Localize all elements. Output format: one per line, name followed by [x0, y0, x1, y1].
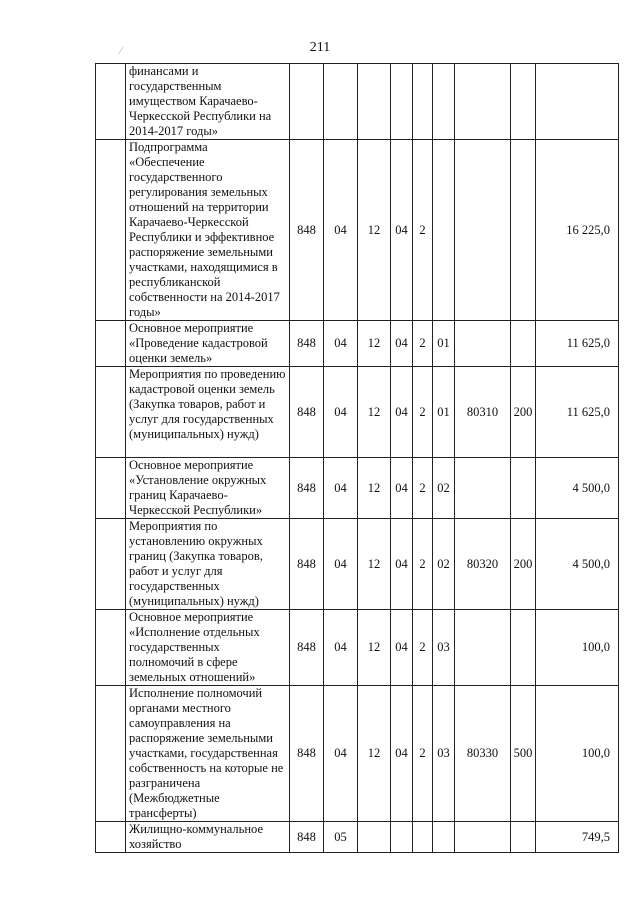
cell-direction: 80320 — [455, 519, 511, 610]
cell-ministry: 848 — [290, 321, 324, 367]
row-description: Подпрограмма «Обеспечение государственного регулирования земельных отношений на территории Карачаево-Черкесской Республики и эффективное распоряжение земельными участками, находящимися в республиканской собственности на 2014-2017 годы» — [126, 140, 290, 321]
table-row — [96, 321, 619, 367]
cell-amount: 16 225,0 — [536, 140, 619, 321]
cell-activity — [433, 822, 455, 853]
cell-subprogram: 2 — [413, 367, 433, 458]
cell-amount: 4 500,0 — [536, 519, 619, 610]
cell-program: 04 — [391, 321, 413, 367]
cell-amount: 100,0 — [536, 686, 619, 822]
cell-subsection: 12 — [358, 458, 391, 519]
row-description: Жилищно-коммунальное хозяйство — [126, 822, 290, 853]
row-description: Основное мероприятие «Исполнение отдельных государственных полномочий в сфере земельных отношений» — [126, 610, 290, 686]
cell-subsection: 12 — [358, 519, 391, 610]
cell-direction — [455, 140, 511, 321]
cell-section: 04 — [324, 458, 358, 519]
row-description: Основное мероприятие «Установление окружных границ Карачаево-Черкесской Республики» — [126, 458, 290, 519]
cell-activity: 01 — [433, 321, 455, 367]
table-row — [96, 519, 619, 610]
cell-subprogram: 2 — [413, 610, 433, 686]
cell-activity: 02 — [433, 519, 455, 610]
table-row — [96, 367, 619, 458]
cell-subsection — [358, 822, 391, 853]
cell-ministry: 848 — [290, 458, 324, 519]
cell-amount: 11 625,0 — [536, 321, 619, 367]
cell-program: 04 — [391, 367, 413, 458]
cell-expense-type — [511, 610, 536, 686]
cell-section: 04 — [324, 610, 358, 686]
cell-section: 04 — [324, 321, 358, 367]
cell-program: 04 — [391, 610, 413, 686]
cell-activity — [433, 64, 455, 140]
table-row — [96, 64, 619, 140]
pen-mark: ⁄ — [120, 46, 122, 57]
table-row — [96, 458, 619, 519]
cell-direction — [455, 321, 511, 367]
cell-subprogram: 2 — [413, 686, 433, 822]
cell-subprogram: 2 — [413, 321, 433, 367]
cell-activity: 03 — [433, 686, 455, 822]
page-number: 211 — [309, 40, 331, 55]
cell-ministry: 848 — [290, 367, 324, 458]
empty-cell — [96, 367, 126, 458]
cell-ministry: 848 — [290, 140, 324, 321]
row-description: Мероприятия по установлению окружных границ (Закупка товаров, работ и услуг для государственных (муниципальных) нужд) — [126, 519, 290, 610]
cell-ministry: 848 — [290, 519, 324, 610]
cell-expense-type — [511, 458, 536, 519]
empty-cell — [96, 64, 126, 140]
cell-activity: 01 — [433, 367, 455, 458]
cell-subsection: 12 — [358, 686, 391, 822]
cell-section — [324, 64, 358, 140]
cell-program: 04 — [391, 686, 413, 822]
cell-expense-type: 500 — [511, 686, 536, 822]
cell-program: 04 — [391, 519, 413, 610]
cell-section: 04 — [324, 519, 358, 610]
cell-direction: 80310 — [455, 367, 511, 458]
empty-cell — [96, 321, 126, 367]
cell-section: 04 — [324, 140, 358, 321]
cell-amount: 4 500,0 — [536, 458, 619, 519]
table-row — [96, 610, 619, 686]
cell-ministry — [290, 64, 324, 140]
cell-amount: 749,5 — [536, 822, 619, 853]
cell-direction — [455, 610, 511, 686]
cell-activity: 03 — [433, 610, 455, 686]
cell-program: 04 — [391, 458, 413, 519]
cell-ministry: 848 — [290, 610, 324, 686]
cell-amount: 11 625,0 — [536, 367, 619, 458]
cell-activity: 02 — [433, 458, 455, 519]
cell-subsection: 12 — [358, 610, 391, 686]
empty-cell — [96, 458, 126, 519]
row-description: Исполнение полномочий органами местного самоуправления на распоряжение земельными участками, государственная собственность на которые не разграничена (Межбюджетные трансферты) — [126, 686, 290, 822]
cell-subprogram: 2 — [413, 140, 433, 321]
cell-program — [391, 822, 413, 853]
row-description: финансами и государственным имуществом Карачаево-Черкесской Республики на 2014-2017 годы» — [126, 64, 290, 140]
cell-direction — [455, 822, 511, 853]
empty-cell — [96, 610, 126, 686]
cell-amount: 100,0 — [536, 610, 619, 686]
budget-table — [95, 63, 619, 853]
cell-subprogram: 2 — [413, 458, 433, 519]
cell-section: 04 — [324, 686, 358, 822]
cell-section: 05 — [324, 822, 358, 853]
cell-expense-type: 200 — [511, 367, 536, 458]
cell-subprogram — [413, 64, 433, 140]
cell-program — [391, 64, 413, 140]
cell-subsection: 12 — [358, 140, 391, 321]
cell-expense-type — [511, 140, 536, 321]
cell-section: 04 — [324, 367, 358, 458]
cell-subsection: 12 — [358, 367, 391, 458]
cell-ministry: 848 — [290, 822, 324, 853]
empty-cell — [96, 519, 126, 610]
empty-cell — [96, 140, 126, 321]
cell-ministry: 848 — [290, 686, 324, 822]
cell-program: 04 — [391, 140, 413, 321]
empty-cell — [96, 686, 126, 822]
cell-direction — [455, 458, 511, 519]
cell-subprogram — [413, 822, 433, 853]
cell-expense-type — [511, 321, 536, 367]
table-row — [96, 140, 619, 321]
row-description: Мероприятия по проведению кадастровой оценки земель (Закупка товаров, работ и услуг для государственных (муниципальных) нужд) — [126, 367, 290, 458]
cell-direction — [455, 64, 511, 140]
table-row — [96, 822, 619, 853]
cell-amount — [536, 64, 619, 140]
cell-expense-type — [511, 822, 536, 853]
cell-direction: 80330 — [455, 686, 511, 822]
cell-activity — [433, 140, 455, 321]
row-description: Основное мероприятие «Проведение кадастровой оценки земель» — [126, 321, 290, 367]
cell-expense-type — [511, 64, 536, 140]
cell-subsection: 12 — [358, 321, 391, 367]
cell-expense-type: 200 — [511, 519, 536, 610]
cell-subprogram: 2 — [413, 519, 433, 610]
cell-subsection — [358, 64, 391, 140]
table-row — [96, 686, 619, 822]
empty-cell — [96, 822, 126, 853]
